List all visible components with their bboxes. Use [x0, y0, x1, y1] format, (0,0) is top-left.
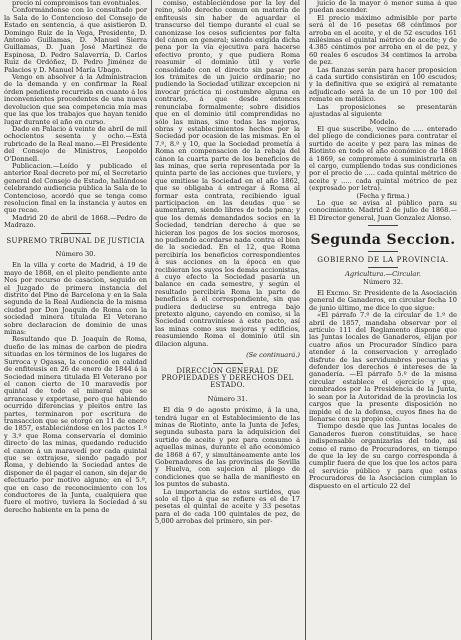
date-signature: (Fecha y firma.)	[356, 191, 410, 200]
model-title: Modelo.	[369, 117, 397, 126]
column-2	[155, 0, 300, 640]
divider	[368, 225, 398, 226]
divider	[61, 233, 91, 234]
sentence-number: Número 30.	[55, 250, 96, 258]
section-title: Segunda Seccion.	[310, 232, 456, 249]
column-rule	[305, 0, 306, 640]
paragraph: Dado en Palacio á veinte de abril de mil ochocientos sesenta y ocho.—Está rubricado de la Real mano.—El Presidente del Consejo de Ministros, Leopoldo O'Donnell.	[4, 124, 147, 163]
paragraph: Publicacion.—Leído y publicado el anterior Real decreto por mí, el Secretario general del Consejo de Estado, hallándose celebrando audiencia pública la Sala de lo Contencioso, acordó que se tenga como resolucion final en la instancia y autos en que recae.	[4, 161, 147, 215]
paragraph: El Excmo. Sr. Presidente de la Asociación general de Ganaderos, en circular fecha 10 de junio último, me dice lo que sigue:	[309, 289, 457, 312]
paragraph: Conformándonse con lo consultado por la Sala de lo Contencioso del Consejo de Estado en sentencia, á que asistieron D. Domingo Ruiz de la Vega, Presidente, D. Antonio Guillamas, D. Manuel Sierra Guillamas, D. Juan José Martinez de Espinosa, D. Pedro Salaverría, D. Carlos Ruiz de Ordóñez, D. Pedro Jiménez de Palacios y D. Manuel María Ubago.	[4, 6, 147, 74]
column-1	[4, 0, 147, 640]
government-heading: GOBIERNO DE LA PROVINCIA.	[317, 255, 449, 265]
column-rule	[151, 0, 152, 640]
paragraph: El día 9 de agosto próximo, á la una, tendrá lugar en el Establecimiento de las minas de Riotinto, ante la Junta de Jefes, segunda subasta para la adquisicion del surtido de aceite y pez para consumo á aquellas minas, durante el año económico de 1868 á 67, y simultáneamente ante los Gobernadores de las provincias de Sevilla y Huelva, con sujecion al pliego de condiciones que se halla de manifiesto en los puntos de subasta.	[155, 406, 300, 489]
divider	[368, 251, 398, 252]
paragraph: comiso, estableciéndose por la ley del reino, sólo derecho comun en materia de enfiteusis sin haber de aguardar el transcurso del tiempo durante el cual se canonizase los cesos suficientes por falta del cánon en general; siendo exigida dicha pena por la vía ejecutiva para hacerse efectivo pronto, y que pudiera Roma reasumir el dominio útil y verle consolidado con el directo sin pasar por los trámites de un juicio ordinario; no pudiendo la Sociedad utilizar excepcion ni invocar práctica ni costumbre alguna en contrario, á que desde entonces renunciaba formalmente; sobre disidios que en el dominio útil comprendidas no sólo las minas, sino todas las mejoras, obras y establecimientos hechos por la Sociedad por ocasion de las mismas. En el 7.º, 8.º y 10, que la Sociedad prometía á Roma en compensacion de la rebaja del cánon la cuarta parte de los beneficios de las minas, que seria representada por la quinta parte de las acciones que tuviere, y que emitiese la Sociedad en el año 1862, que se obligaba á entregar á Roma al formar esta contrata, recibiendo igual participacion en las deudas que se aumentaren, siendo libres de toda pena; y que los demás demandados socios en la Sociedad, tendrían derecho á que se hicieran los pagos de los socios morosos, no pudiendo acordarse nada contra el bien de la sociedad. En el 12, que Roma percibiría los beneficios correspondientes á sus acciones en la época en que recibieran los suyos los demás accionistas, á cuyo efecto la Sociedad pasaría un balance en cada semestre, y según el resultado percibiría Roma la parte de beneficios á él correspondiente, sin que pudiera deducirse su entrega bajo pretexto alguno, cayendo en comiso, si la Sociedad contraviniese á este pacto, así las minas como sus mejoras y edificios, reasumiendo Roma el dominio útil sin dilacion alguna.	[155, 0, 300, 348]
paragraph: Las proposiciones se presentarán ajustadas al siguiente	[309, 102, 457, 119]
paragraph: Vengo en absolver á la Administracion de la demanda y en confirmar la Real órden pendiente recurrida en cuanto á los inconvenientes procedentes de una nueva devolucion que sea competencia mía mas que las que los trabajos que hayan tenido lugar durante el año en curso.	[4, 73, 147, 126]
divider	[213, 363, 243, 364]
paragraph: El que suscribe, vecino de ..... enterado del pliego de condiciones para contratar el surtido de aceite y pez para las minas de Riotinto en todo el año económico de 1868 á 1869, se compromete á suministrarla en el cargo, cumpliendo todas sus condiciones por el precio de ..... cada quintal métrico de aceite y ..... cada quintal métrico de pez (expresado por letra).	[309, 124, 457, 193]
agriculture-line: Agricultura.—Circular.	[345, 270, 421, 279]
paragraph: En la villa y corte de Madrid, á 19 de mayo de 1868, en el pleito pendiente ante Nos por recurso de casacion, seguido en el Juzgado de primera instancia del distrito del Pino de Barcelona y en la Sala segunda de la Real Audiencia de la misma ciudad por Don Joaquín de Roma con la sociedad minera titulada El Veterano sobre declaracion de dominio de unas minas:	[4, 261, 147, 337]
paragraph: Lo que se avisa al público para su conocimiento. Madrid 2 de julio de 1868.—El Director general, Juan Gonzalez Alonso.	[309, 198, 457, 222]
paragraph: «El párrafo 7.º de la circular de 1.º de abril de 1857, mandaba observar por el artículo 111 del Reglamento dispone que las Juntas locales de Ganaderos, elijan por cuatro años un Procurador Síndico para atender á la conservacion y arreglado disfrute de las servidumbres pecuarias y defender los derechos é intereses de la ganadería. —El párrafo 5.º de la misma circular establece el ejercicio y que, nombrados por la Presidencia de la Junta, lo sean por la Autoridad de la provincia los cargos que la presente disposición no impide el de la defensa, cuyos fines ha de llenarse con su propio celo.	[309, 311, 457, 423]
paragraph: Resultando que D. Joaquín de Roma, dueño de las minas de carbon de piedra situadas en los términos de los lugares de Surroca y Ogassa, la concedió en calidad de enfiteusis en 26 de enero de 1844 á la Sociedad minera titulada El Veterano por el canon cierto de 10 maravedís por quintal de todo el mineral que se arrancase y exportase, pero que habiendo ocurrido diferencias y pleitos entre las partes, terminaron por escritura de transaccion que se otorgó en 11 de enero de 1857, estableciéndose en los pactos 1.º y 3.º que Roma conservaría el dominio directo de las minas, quedando reducido el canon á un maravedí por cada quintal que se extrajese, siendo pagado por Roma, y debiendo la Sociedad antes de disponer de él pagar el canon, sin dejar de efectuarlo por motivo alguno; en el 5.º, que en caso de reconocimiento con los conductores de la Junta, cualquiera que fuere el motivo, tuviera la Sociedad á su derecho habiente en la pena de	[4, 335, 147, 514]
notice-number: Número 31.	[207, 394, 248, 403]
paragraph: La importancia de estos surtidos, que solo el tipo á que se refiere es el de 17 pesetas el quintal de aceite y 33 pesetas para el de cada 100 quintales de pez, de 5,000 arrobas del primero, sin per-	[155, 487, 300, 526]
paragraph: juicio de la mayor ó menor suma á que puedan ascender.	[309, 0, 457, 15]
continued-note: (Se continuará.)	[246, 351, 300, 360]
court-heading: SUPREMO TRIBUNAL DE JUSTICIA	[6, 236, 145, 245]
paragraph: precio ni compromisos tan evontuales.	[12, 0, 142, 7]
column-3	[309, 0, 457, 640]
divider	[368, 267, 398, 268]
direction-heading: DIRECCION GENERAL DE PROPIEDADES Y DERECHOS DEL ESTADO.	[161, 366, 294, 390]
paragraph: Tiempo desde que las Juntas locales de Ganaderos fueron constituidas, se hace indispensable organizarlas del todo, así como el ramo de Procuradores, en tiempo de que la ley de su cargo corresponda á cumplir fuera de que los que los actos para el servicio público y para que estas Procuradores de la Asociacion cumplan lo dispuesto en el artículo 22 del	[309, 422, 457, 490]
circular-number: Número 32.	[363, 277, 403, 286]
paragraph: Madrid 20 de abril de 1868.—Pedro de Madrazo.	[4, 213, 147, 230]
paragraph: Las fianzas serán para hacer proposicion á cada surtido consistirán en 100 escudos; y la definitiva que se exigirá al rematante adjudicado será la de un 10 por 100 del remate en metálico.	[309, 65, 457, 104]
paragraph: El precio máximo admisible por parte será el de 16 pesetas 68 céntimos por arroba en el aceite, y el de 52 escudos 161 milésimas el quintal métrico de aceite; y de 4.385 céntimos por arroba en el de pez, y 60 reales 6 escudos 34 centimos la arroba de pez.	[309, 13, 457, 67]
